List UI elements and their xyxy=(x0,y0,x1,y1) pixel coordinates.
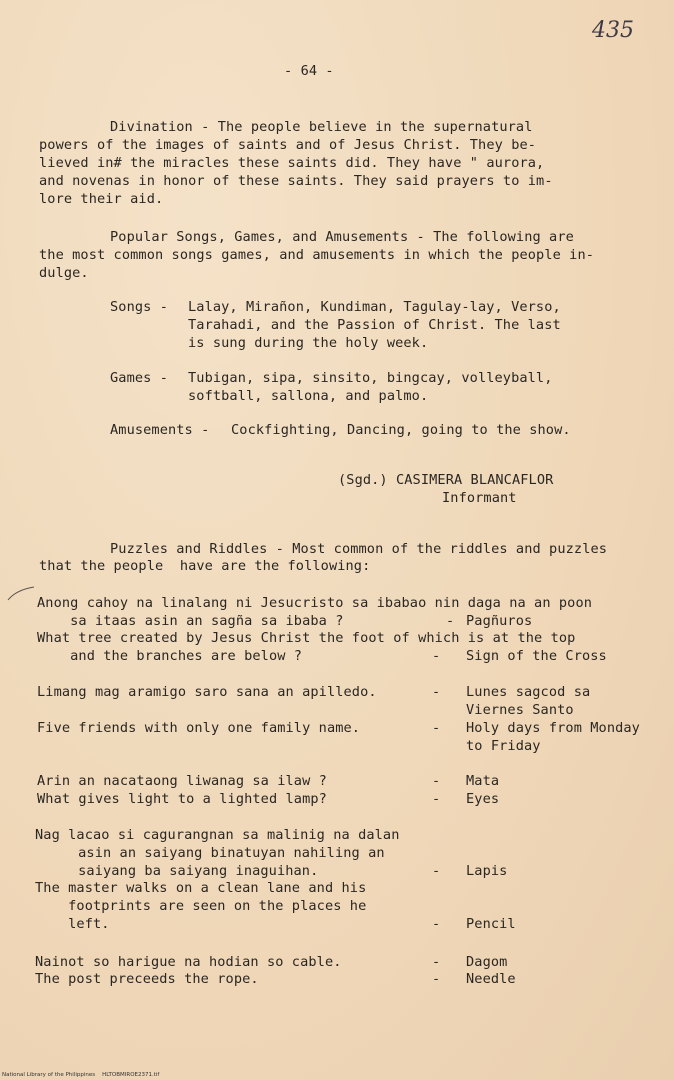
riddle-2-english-answer-line-2: to Friday xyxy=(466,738,541,754)
divination-line-5: lore their aid. xyxy=(39,191,164,207)
riddle-3-english-answer: Eyes xyxy=(466,791,500,807)
corner-handwritten-number: 435 xyxy=(592,18,634,43)
riddle-2-bicol-answer-line-1: Lunes sagcod sa xyxy=(466,684,591,700)
riddle-1-english-line-2: and the branches are below ? xyxy=(37,648,303,664)
riddle-2-english-line-1: Five friends with only one family name. xyxy=(37,720,361,736)
riddle-1-english-answer: Sign of the Cross xyxy=(466,648,607,664)
margin-pencil-mark xyxy=(6,584,36,604)
riddle-3-bicol-answer: Mata xyxy=(466,773,500,789)
games-line-1: Tubigan, sipa, sinsito, bingcay, volleyball, xyxy=(188,370,553,386)
archive-footer: National Library of the Philippines HLTOBMIROE2371.tif xyxy=(2,1072,160,1078)
puzzles-line-1: Puzzles and Riddles - Most common of the riddles and puzzles xyxy=(110,541,608,557)
dash: - xyxy=(432,916,441,932)
riddle-3-bicol-line-1: Arin an nacataong liwanag sa ilaw ? xyxy=(37,773,327,789)
divination-line-2: powers of the images of saints and of Jesus Christ. They be- xyxy=(39,137,537,153)
riddle-1-bicol-line-2: sa itaas asin an sagña sa ibaba ? xyxy=(37,613,344,629)
divination-line-4: and novenas in honor of these saints. They said prayers to im- xyxy=(39,173,553,189)
amusements-text: Cockfighting, Dancing, going to the show. xyxy=(231,422,571,438)
dash: - xyxy=(446,613,455,629)
dash: - xyxy=(432,648,441,664)
riddle-2-bicol-answer-line-2: Viernes Santo xyxy=(466,702,574,718)
riddle-4-english-line-2: footprints are seen on the places he xyxy=(35,898,367,914)
riddle-1-english-line-1: What tree created by Jesus Christ the foot of which is at the top xyxy=(37,630,576,646)
songs-label: Songs - xyxy=(110,299,168,315)
riddle-5-english-line-1: The post preceeds the rope. xyxy=(35,971,259,987)
songs-line-2: Tarahadi, and the Passion of Christ. The last xyxy=(188,317,561,333)
dash: - xyxy=(432,954,441,970)
riddle-4-bicol-answer: Lapis xyxy=(466,863,508,879)
riddle-3-english-line-1: What gives light to a lighted lamp? xyxy=(37,791,327,807)
riddle-4-english-answer: Pencil xyxy=(466,916,516,932)
games-label: Games - xyxy=(110,370,168,386)
dash: - xyxy=(432,791,441,807)
riddle-2-bicol-line-1: Limang mag aramigo saro sana an apilledo. xyxy=(37,684,377,700)
riddle-1-bicol-line-1: Anong cahoy na linalang ni Jesucristo sa ibabao nin daga na an poon xyxy=(37,595,593,611)
riddle-4-english-line-1: The master walks on a clean lane and his xyxy=(35,880,367,896)
riddle-5-bicol-line-1: Nainot so harigue na hodian so cable. xyxy=(35,954,342,970)
divination-line-1: Divination - The people believe in the supernatural xyxy=(110,119,533,135)
riddle-4-bicol-line-1: Nag lacao si cagurangnan sa malinig na dalan xyxy=(35,827,400,843)
page-number: - 64 - xyxy=(284,63,334,79)
popular-line-1: Popular Songs, Games, and Amusements - The following are xyxy=(110,229,574,245)
amusements-label: Amusements - xyxy=(110,422,210,438)
dash: - xyxy=(432,720,441,736)
popular-line-3: dulge. xyxy=(39,265,89,281)
dash: - xyxy=(432,971,441,987)
dash: - xyxy=(432,863,441,879)
riddle-4-bicol-line-3: saiyang ba saiyang inaguihan. xyxy=(45,863,319,879)
riddle-5-bicol-answer: Dagom xyxy=(466,954,508,970)
signature-role: Informant xyxy=(442,490,517,506)
riddle-1-bicol-answer: Pagñuros xyxy=(466,613,533,629)
dash: - xyxy=(432,773,441,789)
songs-line-3: is sung during the holy week. xyxy=(188,335,429,351)
puzzles-line-2: that the people have are the following: xyxy=(39,558,371,574)
riddle-4-bicol-line-2: asin an saiyang binatuyan nahiling an xyxy=(45,845,385,861)
divination-line-3: lieved in# the miracles these saints did. They have " aurora, xyxy=(39,155,545,171)
signature-name: (Sgd.) CASIMERA BLANCAFLOR xyxy=(338,472,554,488)
dash: - xyxy=(432,684,441,700)
games-line-2: softball, sallona, and palmo. xyxy=(188,388,429,404)
riddle-2-english-answer-line-1: Holy days from Monday xyxy=(466,720,640,736)
riddle-5-english-answer: Needle xyxy=(466,971,516,987)
riddle-4-english-line-3: left. xyxy=(35,916,110,932)
songs-line-1: Lalay, Mirañon, Kundiman, Tagulay-lay, Verso, xyxy=(188,299,561,315)
popular-line-2: the most common songs games, and amusements in which the people in- xyxy=(39,247,595,263)
